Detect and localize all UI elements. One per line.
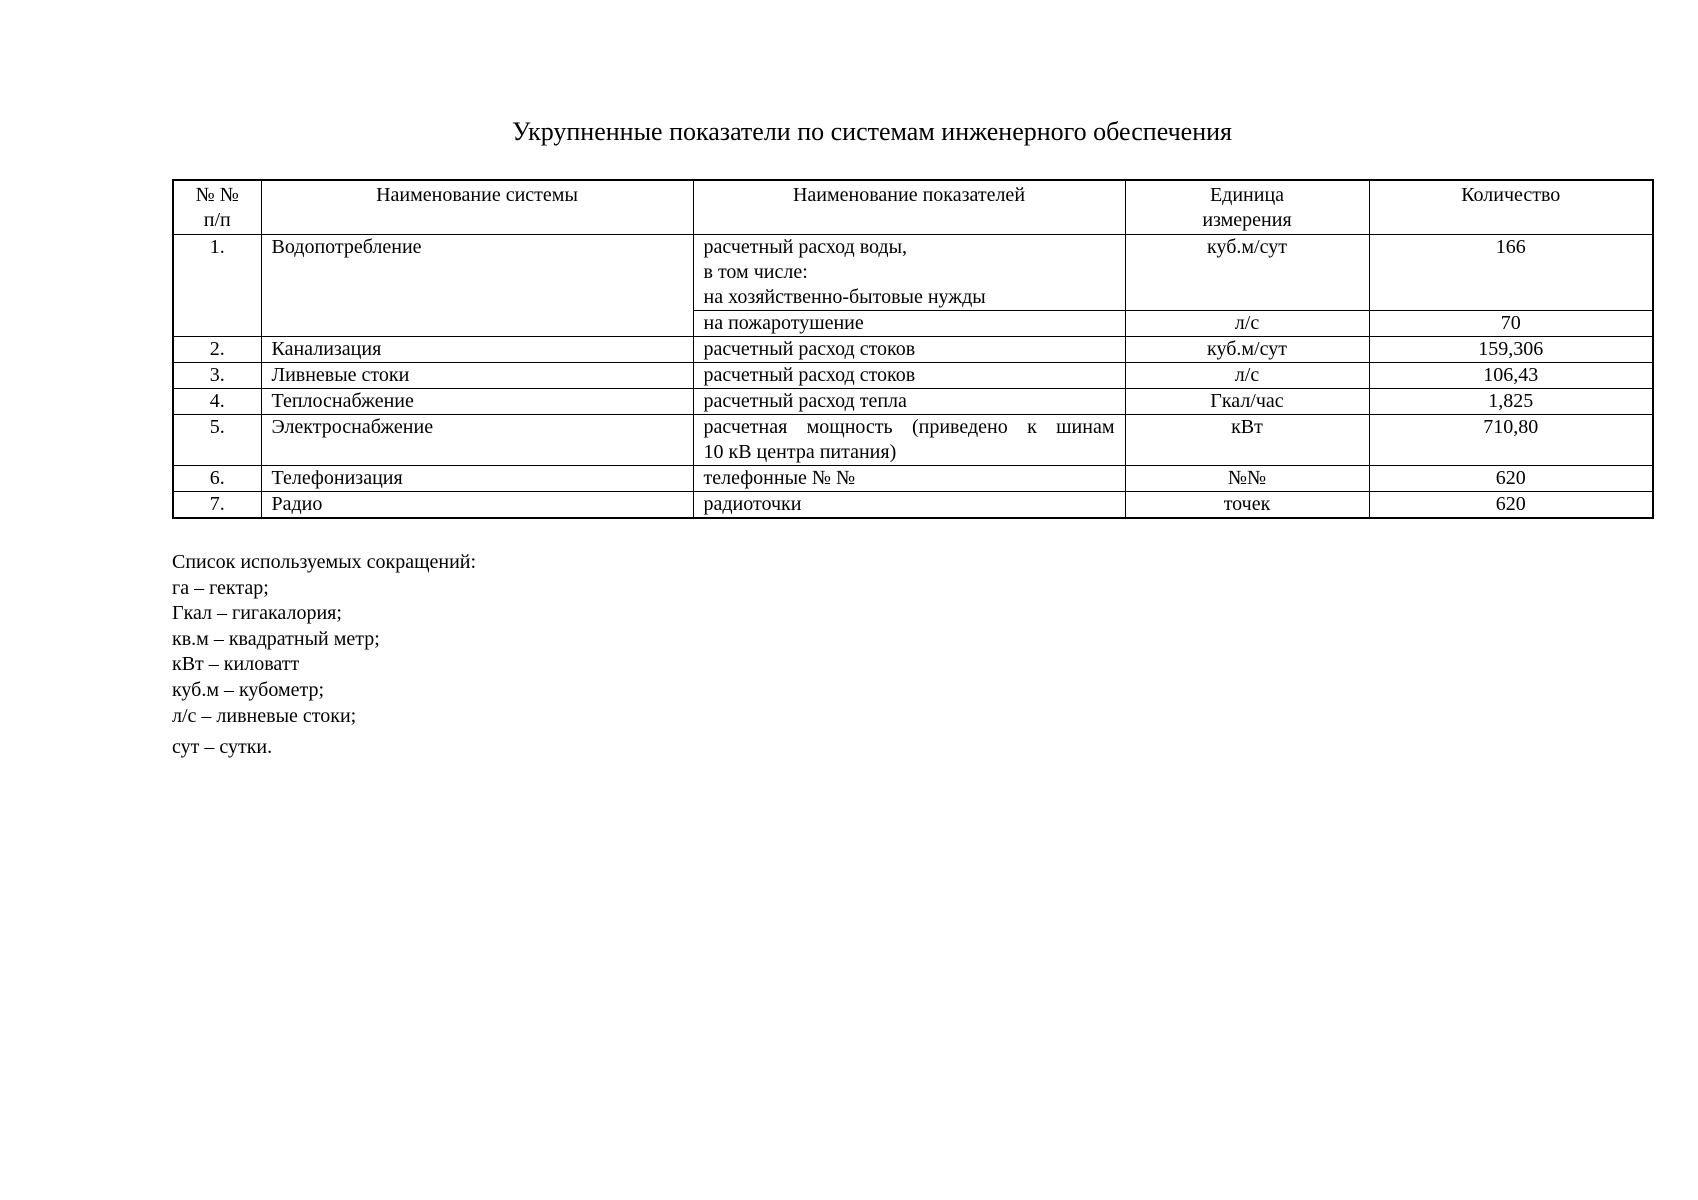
row-indicator: расчетный расход стоков: [693, 363, 1125, 389]
row-system: Теплоснабжение: [261, 389, 693, 415]
row-unit: куб.м/сут: [1125, 337, 1369, 363]
abbreviation-item: кв.м – квадратный метр;: [172, 627, 380, 650]
abbreviations-heading: Список используемых сокращений:: [172, 551, 477, 573]
row-unit: точек: [1125, 492, 1369, 519]
abbreviation-item: сут – сутки.: [172, 736, 273, 759]
row-indicator: расчетный расход воды, в том числе: на хозяйственно-бытовые нужды: [693, 235, 1125, 311]
row-quantity: 620: [1369, 466, 1653, 492]
row-indicator: на пожаротушение: [693, 311, 1125, 337]
row-num: 2.: [173, 337, 261, 363]
table-row: [173, 235, 1653, 311]
row-unit: №№: [1125, 466, 1369, 492]
row-system: Телефонизация: [261, 466, 693, 492]
row-indicator: расчетный расход стоков: [693, 337, 1125, 363]
table-row: [173, 466, 1653, 492]
page-title: Укрупненные показатели по системам инженерного обеспечения: [511, 117, 1232, 146]
row-unit: л/с: [1125, 363, 1369, 389]
row-unit: Гкал/час: [1125, 389, 1369, 415]
row-system: Водопотребление: [261, 235, 693, 337]
row-num: 5.: [173, 415, 261, 466]
row-quantity: 70: [1369, 311, 1653, 337]
row-num: 1.: [173, 235, 261, 337]
row-quantity: 106,43: [1369, 363, 1653, 389]
abbreviation-item: га – гектар;: [172, 576, 269, 599]
table-row: [173, 415, 1653, 466]
header-indicator: Наименование показателей: [693, 180, 1125, 235]
abbreviation-item: куб.м – кубометр;: [172, 678, 325, 701]
row-unit: л/с: [1125, 311, 1369, 337]
row-num: 7.: [173, 492, 261, 519]
row-quantity: 710,80: [1369, 415, 1653, 466]
table-row: [173, 337, 1653, 363]
header-system: Наименование системы: [261, 180, 693, 235]
table-row: [173, 363, 1653, 389]
row-indicator: расчетная мощность (приведено к шинам 10 кВ центра питания): [693, 415, 1125, 466]
header-quantity: Количество: [1369, 180, 1653, 235]
header-unit: Единица измерения: [1125, 180, 1369, 235]
row-quantity: 1,825: [1369, 389, 1653, 415]
row-quantity: 620: [1369, 492, 1653, 519]
header-num: № № п/п: [173, 180, 261, 235]
table-row: [173, 492, 1653, 519]
abbreviations-list: [172, 550, 476, 761]
row-unit: кВт: [1125, 415, 1369, 466]
abbreviation-item: Гкал – гигакалория;: [172, 602, 342, 625]
row-indicator: радиоточки: [693, 492, 1125, 519]
row-num: 3.: [173, 363, 261, 389]
row-indicator: телефонные № №: [693, 466, 1125, 492]
row-indicator: расчетный расход тепла: [693, 389, 1125, 415]
row-system: Канализация: [261, 337, 693, 363]
indicators-table: [172, 179, 1654, 519]
row-system: Радио: [261, 492, 693, 519]
row-system: Электроснабжение: [261, 415, 693, 466]
row-system: Ливневые стоки: [261, 363, 693, 389]
row-quantity: 159,306: [1369, 337, 1653, 363]
row-quantity: 166: [1369, 235, 1653, 311]
row-num: 4.: [173, 389, 261, 415]
table-row: [173, 389, 1653, 415]
row-num: 6.: [173, 466, 261, 492]
table-header-row: [173, 180, 1653, 235]
abbreviation-item: л/с – ливневые стоки;: [172, 704, 357, 727]
abbreviation-item: кВт – киловатт: [172, 653, 300, 676]
row-unit: куб.м/сут: [1125, 235, 1369, 311]
